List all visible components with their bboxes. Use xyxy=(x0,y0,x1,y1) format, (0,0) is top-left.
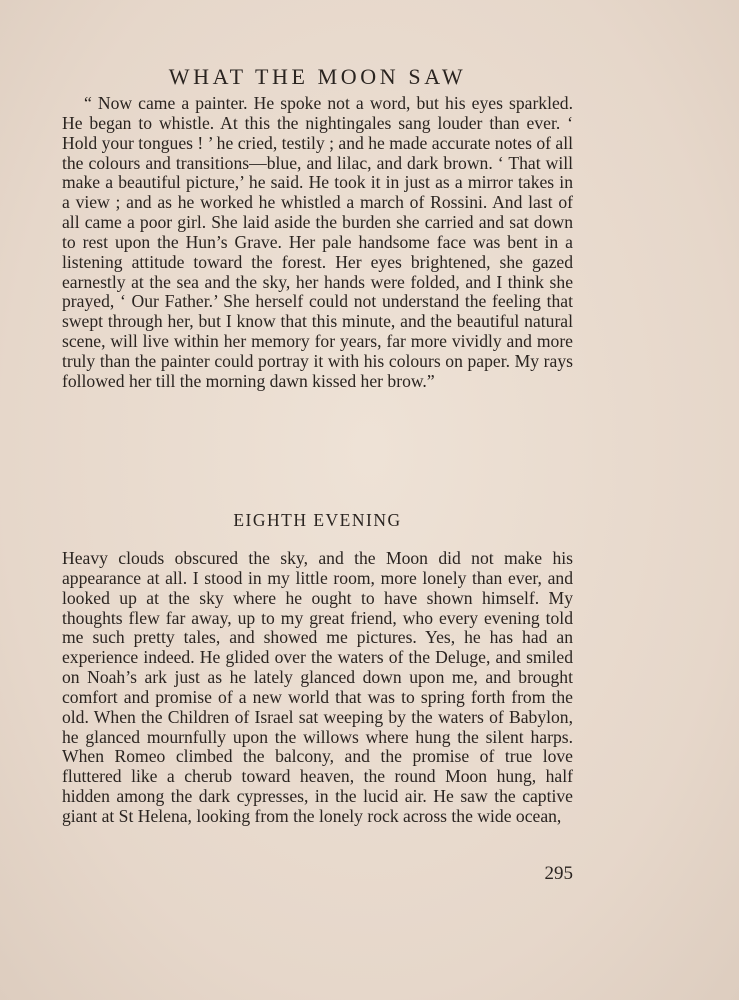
paragraph-painter: “ Now came a painter. He spoke not a word, but his eyes sparkled. He began to whistle. At this the nightingales sang louder than ever. ‘ Hold your tongues ! ’ he cried, testily ; and he made accurate notes of all the colours and transitions—blue, and lilac, and dark brown. ‘ That will make a beautiful picture,’ he said. He took it in just as a mirror takes in a view ; and as he worked he whistled a march of Rossini. And last of all came a poor girl. She laid aside the burden she carried and sat down to rest upon the Hun’s Grave. Her pale handsome face was bent in a listening attitude toward the forest. Her eyes brightened, she gazed earnestly at the sea and the sky, her hands were folded, and I think she prayed, ‘ Our Father.’ She herself could not understand the feeling that swept through her, but I know that this minute, and the beautiful natural scene, will live within her memory for years, far more vividly and more truly than the painter could portray it with his colours on paper. My rays followed her till the morning dawn kissed her brow.” xyxy=(62,93,573,391)
paragraph-body: clouds obscured the sky, and the Moon did not make his appearance at all. I stood in my little room, more lonely than ever, and looked up at the sky where he ought to have shown himself. My thoughts flew far away, up to my great friend, who every evening told me such pretty tales, and showed me pictures. Yes, he has had an experience indeed. He glided over the waters of the Deluge, and smiled on Noah’s ark just as he lately glanced down upon me, and brought comfort and promise of a new world that was to spring forth from the old. When the Children of Israel sat weeping by the waters of Babylon, he glanced mournfully upon the willows where hung the silent harps. When Romeo climbed the balcony, and the promise of true love fluttered like a cherub toward heaven, the round Moon hung, half hidden among the dark cypresses, in the lucid air. He saw the captive giant at St Helena, looking from the lonely rock across the wide ocean, xyxy=(62,548,573,826)
section-title: EIGHTH EVENING xyxy=(233,510,402,530)
page-number: 295 xyxy=(544,863,573,884)
paragraph-eighth-evening xyxy=(62,549,573,827)
running-head: WHAT THE MOON SAW xyxy=(168,64,467,89)
book-page xyxy=(62,60,573,884)
small-caps-lead-word: Heavy xyxy=(62,548,108,568)
